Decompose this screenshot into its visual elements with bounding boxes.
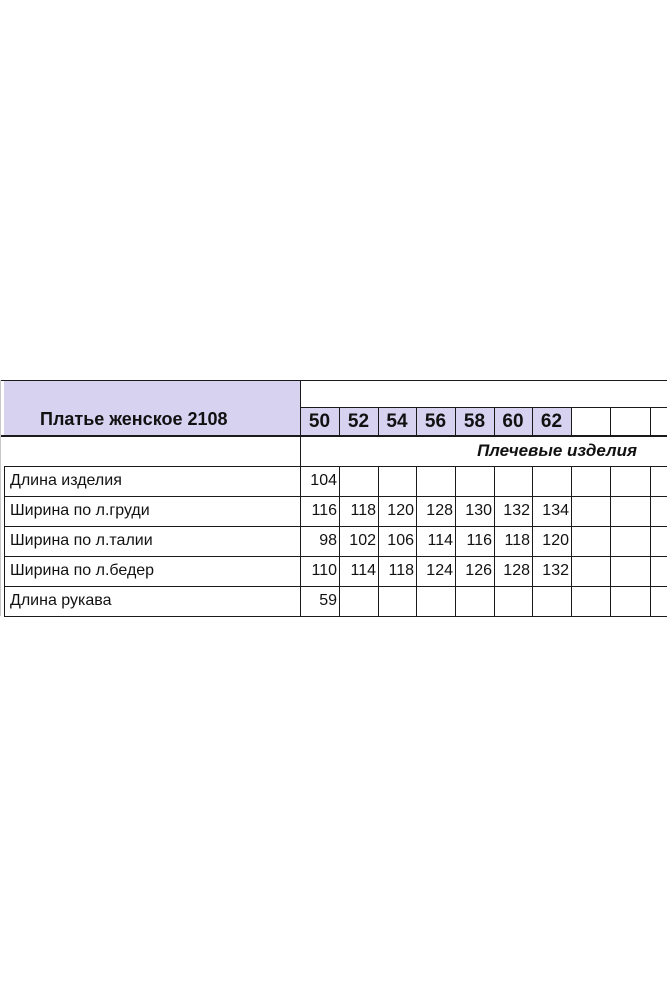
sheet-edge-line	[0, 380, 1, 616]
value-cell: 118	[504, 532, 530, 549]
grid-line	[532, 466, 533, 616]
value-cell	[494, 586, 532, 616]
grid-line	[4, 466, 5, 616]
grid-line	[571, 407, 572, 436]
value-cell	[416, 586, 455, 616]
row-label: Ширина по л.груди	[10, 502, 150, 519]
grid-line	[4, 496, 667, 497]
value-cell	[416, 466, 455, 496]
value-cell: 114	[427, 532, 453, 549]
value-cell	[571, 466, 610, 496]
value-cell: 106	[387, 532, 414, 549]
grid-line	[339, 466, 340, 616]
value-cell: 124	[426, 562, 453, 579]
grid-line	[494, 466, 495, 616]
value-cell	[610, 466, 650, 496]
grid-line	[0, 380, 667, 381]
section-note: Плечевые изделия	[477, 441, 637, 460]
grid-line	[300, 407, 667, 408]
grid-line	[650, 466, 651, 616]
value-cell	[571, 586, 610, 616]
value-cell	[610, 526, 650, 556]
size-header-empty-8	[610, 407, 650, 436]
value-cell: 126	[465, 562, 492, 579]
value-cell	[378, 466, 416, 496]
grid-line	[571, 466, 572, 616]
grid-line	[339, 407, 340, 436]
grid-line	[610, 407, 611, 436]
value-cell: 116	[466, 532, 492, 549]
grid-line	[416, 466, 417, 616]
grid-line	[0, 435, 667, 437]
value-cell: 128	[503, 562, 530, 579]
value-cell	[571, 556, 610, 586]
value-cell	[532, 466, 571, 496]
grid-line	[300, 380, 301, 616]
value-cell	[571, 496, 610, 526]
grid-line	[4, 466, 667, 467]
value-cell: 128	[426, 502, 453, 519]
grid-line	[494, 407, 495, 436]
row-label: Ширина по л.бедер	[10, 562, 155, 579]
value-cell	[610, 556, 650, 586]
grid-line	[455, 466, 456, 616]
size-header-62: 62	[540, 410, 563, 432]
size-header-56: 56	[424, 410, 447, 432]
grid-line	[4, 556, 667, 557]
value-cell	[378, 586, 416, 616]
size-header-60: 60	[502, 410, 524, 432]
row-label: Ширина по л.талии	[10, 532, 153, 549]
value-cell: 120	[387, 502, 414, 519]
value-cell: 59	[319, 592, 337, 609]
grid-line	[4, 526, 667, 527]
value-cell	[339, 466, 378, 496]
value-cell	[571, 526, 610, 556]
value-cell: 134	[542, 502, 569, 519]
value-cell	[494, 466, 532, 496]
grid-line	[416, 407, 417, 436]
value-cell: 114	[350, 562, 376, 579]
value-cell	[610, 586, 650, 616]
row-label: Длина рукава	[10, 592, 112, 609]
grid-line	[650, 407, 651, 436]
value-cell	[610, 496, 650, 526]
grid-line	[4, 586, 667, 587]
value-cell: 102	[349, 532, 376, 549]
grid-line	[455, 407, 456, 436]
grid-line	[378, 466, 379, 616]
value-cell: 110	[311, 562, 337, 579]
size-header-50: 50	[308, 410, 331, 432]
value-cell: 132	[542, 562, 569, 579]
value-cell	[455, 586, 494, 616]
value-cell: 132	[503, 502, 530, 519]
grid-line	[532, 407, 533, 436]
grid-line	[4, 616, 667, 617]
value-cell: 116	[311, 502, 337, 519]
row-label: Длина изделия	[10, 472, 122, 489]
value-cell	[455, 466, 494, 496]
value-cell: 120	[542, 532, 569, 549]
size-header-54: 54	[386, 410, 408, 432]
value-cell	[532, 586, 571, 616]
size-header-52: 52	[347, 410, 370, 432]
value-cell: 98	[319, 532, 337, 549]
value-cell: 130	[465, 502, 492, 519]
value-cell: 118	[388, 562, 414, 579]
size-header-empty-7	[571, 407, 610, 436]
product-title: Платье женское 2108	[40, 409, 228, 429]
grid-line	[378, 407, 379, 436]
grid-line	[610, 466, 611, 616]
value-cell: 104	[310, 472, 337, 489]
size-header-empty-9	[650, 407, 667, 436]
value-cell: 118	[350, 502, 376, 519]
value-cell	[339, 586, 378, 616]
size-header-58: 58	[463, 410, 486, 432]
